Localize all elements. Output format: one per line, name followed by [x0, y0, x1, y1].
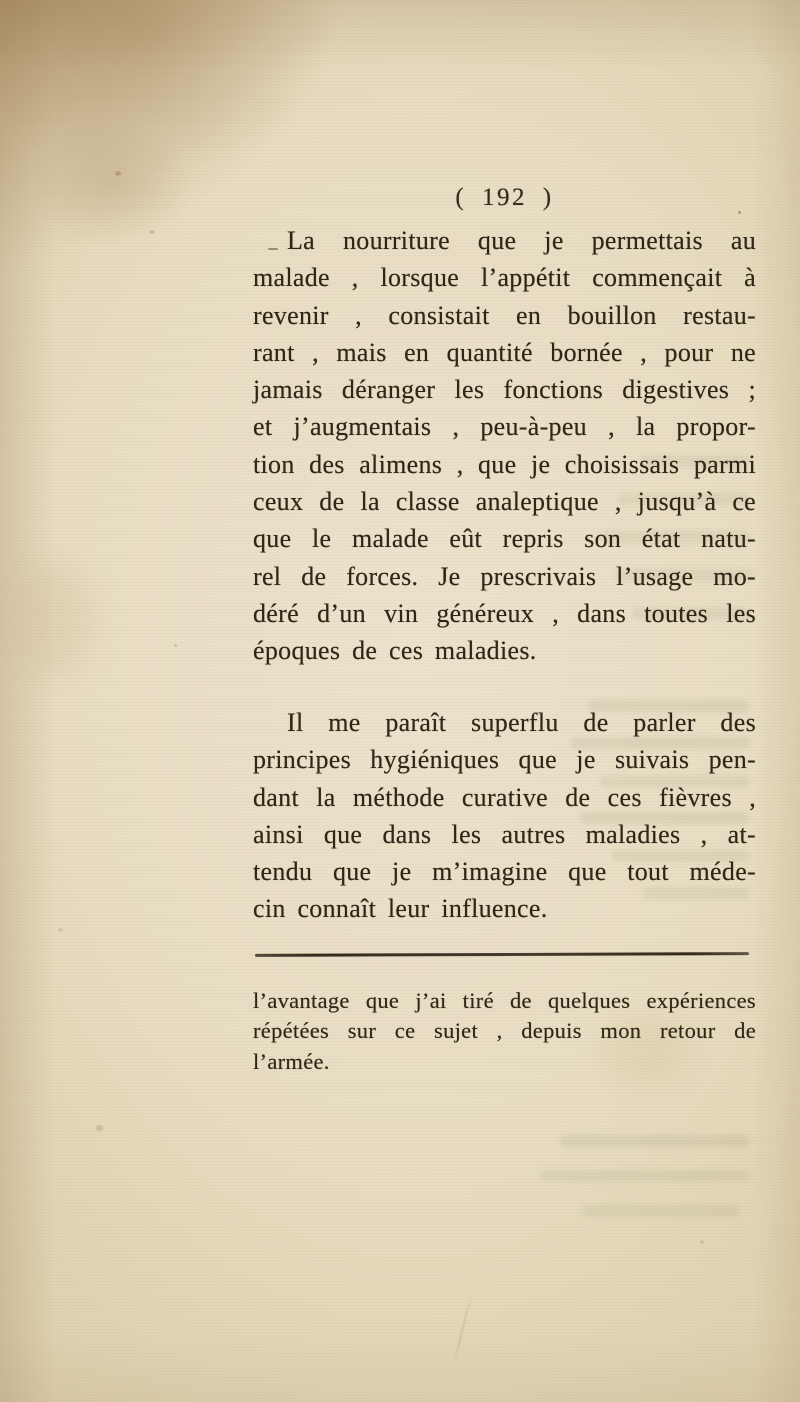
showthrough-line: [540, 1170, 750, 1182]
text-line: et j’augmentais , peu-à-peu , la propor-: [253, 412, 756, 442]
paper-stain: [20, 560, 90, 680]
text-line: déré d’un vin généreux , dans toutes les: [253, 598, 756, 628]
paper-speck: [115, 171, 121, 176]
text-line: tion des alimens , que je choisissais parmi: [253, 449, 756, 479]
showthrough-line: [582, 1205, 740, 1217]
text-line: ceux de la classe analeptique , jusqu’à ce: [253, 487, 756, 517]
paper-crease: [453, 1289, 474, 1365]
footnote: [253, 986, 756, 1077]
paragraph-1: [253, 222, 756, 670]
paper-speck: [96, 1125, 103, 1131]
text-line: Il me paraît superflu de parler des: [287, 708, 756, 737]
text-line: jamais déranger les fonctions digestives ;: [253, 375, 756, 405]
page-number: ( 192 ): [455, 184, 554, 211]
text-line: que le malade eût repris son état natu-: [253, 524, 756, 554]
paper-speck: [700, 1240, 704, 1244]
text-line: La nourriture que je permettais au: [287, 226, 756, 255]
text-line: principes hygiéniques que je suivais pen-: [253, 745, 756, 775]
text-line: tendu que je m’imagine que tout méde-: [253, 857, 756, 887]
footnote-divider-rule: [255, 952, 749, 957]
paragraph-2: [253, 704, 756, 928]
text-line: répétées sur ce sujet , depuis mon retour de: [253, 1018, 756, 1044]
text-line: dant la méthode curative de ces fièvres ,: [253, 782, 756, 812]
text-line: l’avantage que j’ai tiré de quelques expériences: [253, 988, 756, 1013]
paper-speck: [58, 928, 63, 932]
text-line: revenir , consistait en bouillon restau-: [253, 300, 756, 330]
text-line: cin connaît leur influence.: [253, 894, 548, 924]
text-line: ainsi que dans les autres maladies , at-: [253, 819, 756, 849]
text-line: malade , lorsque l’appétit commençait à: [253, 263, 756, 293]
showthrough-line: [560, 1135, 750, 1147]
text-line: l’armée.: [253, 1048, 330, 1074]
text-line: rant , mais en quantité bornée , pour ne: [253, 337, 756, 367]
text-line: rel de forces. Je prescrivais l’usage mo-: [253, 561, 756, 591]
paper-speck: [174, 644, 177, 647]
text-line: époques de ces maladies.: [253, 636, 537, 666]
paper-speck: [150, 230, 154, 234]
